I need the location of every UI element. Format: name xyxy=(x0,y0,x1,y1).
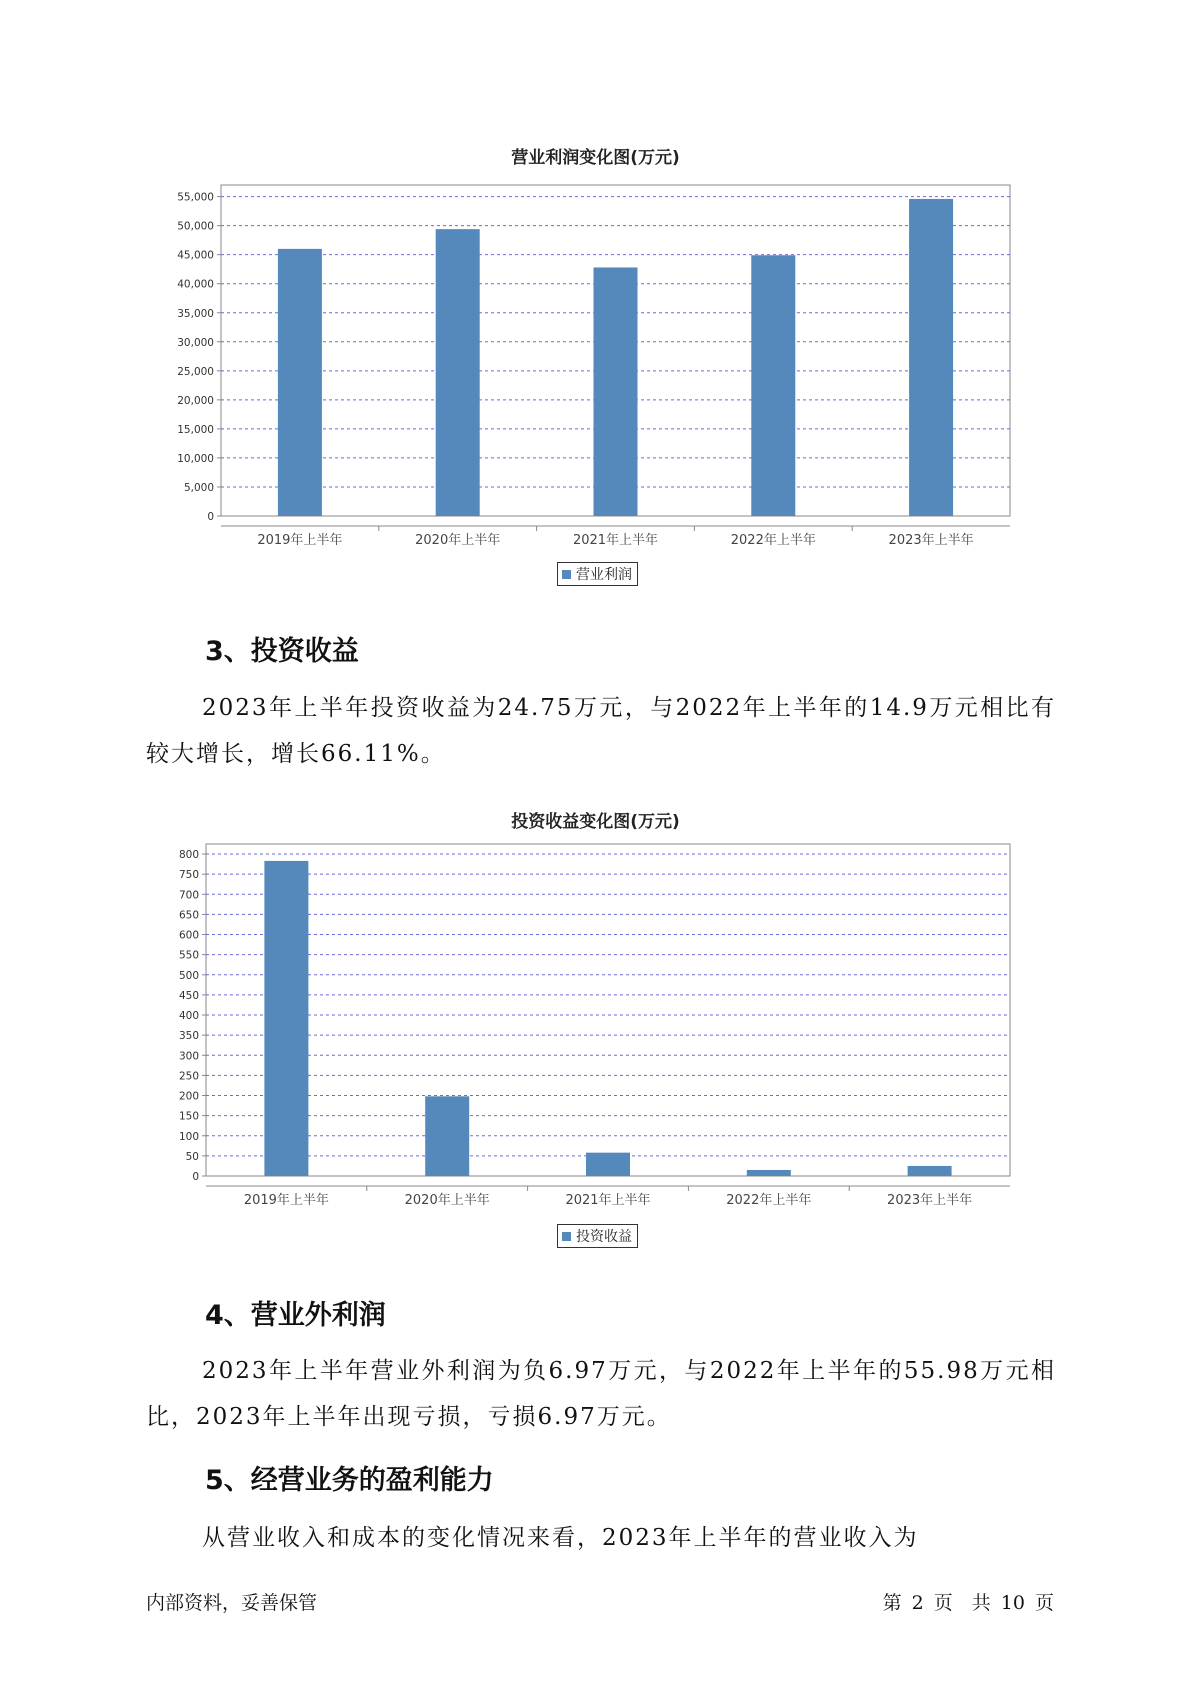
y-tick-label: 600 xyxy=(178,929,199,942)
legend-swatch-icon xyxy=(562,1232,571,1241)
y-tick-label: 100 xyxy=(178,1130,199,1143)
y-tick-label: 500 xyxy=(178,969,199,982)
x-tick-label: 2019年上半年 xyxy=(243,1193,329,1208)
footer-page-number: 第 2 页 共 10 页 xyxy=(882,1592,1054,1614)
y-tick-label: 45,000 xyxy=(177,249,214,262)
y-tick-label: 35,000 xyxy=(177,307,214,320)
chart2-title: 投资收益变化图(万元) xyxy=(511,812,680,832)
y-tick-label: 550 xyxy=(178,949,199,962)
bar xyxy=(594,267,638,516)
y-tick-label: 750 xyxy=(178,869,199,882)
x-tick-label: 2022年上半年 xyxy=(730,533,816,548)
bar xyxy=(908,1166,952,1176)
y-tick-label: 5,000 xyxy=(183,481,214,494)
operating-profit-chart xyxy=(0,170,1191,548)
y-tick-label: 200 xyxy=(178,1090,199,1103)
y-tick-label: 350 xyxy=(178,1030,199,1043)
bar xyxy=(264,861,308,1176)
x-tick-label: 2022年上半年 xyxy=(726,1193,812,1208)
bar xyxy=(909,199,953,516)
y-tick-label: 150 xyxy=(178,1110,199,1123)
y-tick-label: 250 xyxy=(178,1070,199,1083)
y-tick-label: 50 xyxy=(185,1150,199,1163)
bar xyxy=(425,1096,469,1176)
y-tick-label: 30,000 xyxy=(177,336,214,349)
section-5-heading: 5、经营业务的盈利能力 xyxy=(205,1465,494,1496)
x-tick-label: 2020年上半年 xyxy=(404,1193,490,1208)
bar xyxy=(586,1153,630,1176)
section-5-paragraph: 从营业收入和成本的变化情况来看，2023年上半年的营业收入为 xyxy=(202,1525,919,1551)
x-tick-label: 2019年上半年 xyxy=(257,533,343,548)
y-tick-label: 800 xyxy=(178,849,199,862)
y-tick-label: 50,000 xyxy=(177,220,214,233)
bar xyxy=(747,1170,791,1176)
y-tick-label: 400 xyxy=(178,1010,199,1023)
investment-income-chart xyxy=(0,840,1191,1208)
y-tick-label: 15,000 xyxy=(177,423,214,436)
section-4-heading: 4、营业外利润 xyxy=(205,1300,386,1331)
y-tick-label: 650 xyxy=(178,909,199,922)
section-4-paragraph: 2023年上半年营业外利润为负6.97万元，与2022年上半年的55.98万元相比，2023年上半年出现亏损，亏损6.97万元。 xyxy=(146,1358,1056,1430)
chart2-legend xyxy=(557,1224,638,1248)
x-tick-label: 2021年上半年 xyxy=(565,1193,651,1208)
y-tick-label: 25,000 xyxy=(177,365,214,378)
y-tick-label: 450 xyxy=(178,989,199,1002)
footer-confidential: 内部资料，妥善保管 xyxy=(146,1592,318,1614)
x-tick-label: 2021年上半年 xyxy=(572,533,659,548)
plot-area xyxy=(206,844,1010,1176)
legend-swatch-icon xyxy=(562,570,571,579)
chart2-legend-label: 投资收益 xyxy=(576,1229,632,1245)
x-tick-label: 2020年上半年 xyxy=(415,533,501,548)
y-tick-label: 700 xyxy=(178,889,199,902)
y-tick-label: 20,000 xyxy=(177,394,214,407)
y-tick-label: 0 xyxy=(207,511,214,523)
bar xyxy=(436,229,480,516)
bar xyxy=(751,255,795,516)
chart1-title: 营业利润变化图(万元) xyxy=(511,148,680,168)
y-tick-label: 10,000 xyxy=(177,452,214,465)
x-tick-label: 2023年上半年 xyxy=(888,533,974,548)
y-tick-label: 300 xyxy=(178,1050,199,1063)
x-tick-label: 2023年上半年 xyxy=(887,1193,973,1208)
chart1-legend xyxy=(557,562,638,586)
y-tick-label: 0 xyxy=(192,1171,199,1183)
section-3-paragraph: 2023年上半年投资收益为24.75万元，与2022年上半年的14.9万元相比有较大增长，增长66.11%。 xyxy=(146,695,1056,767)
section-3-heading: 3、投资收益 xyxy=(205,636,359,667)
chart1-legend-label: 营业利润 xyxy=(576,567,632,583)
y-tick-label: 40,000 xyxy=(177,278,214,291)
y-tick-label: 55,000 xyxy=(177,191,214,204)
bar xyxy=(278,249,322,516)
